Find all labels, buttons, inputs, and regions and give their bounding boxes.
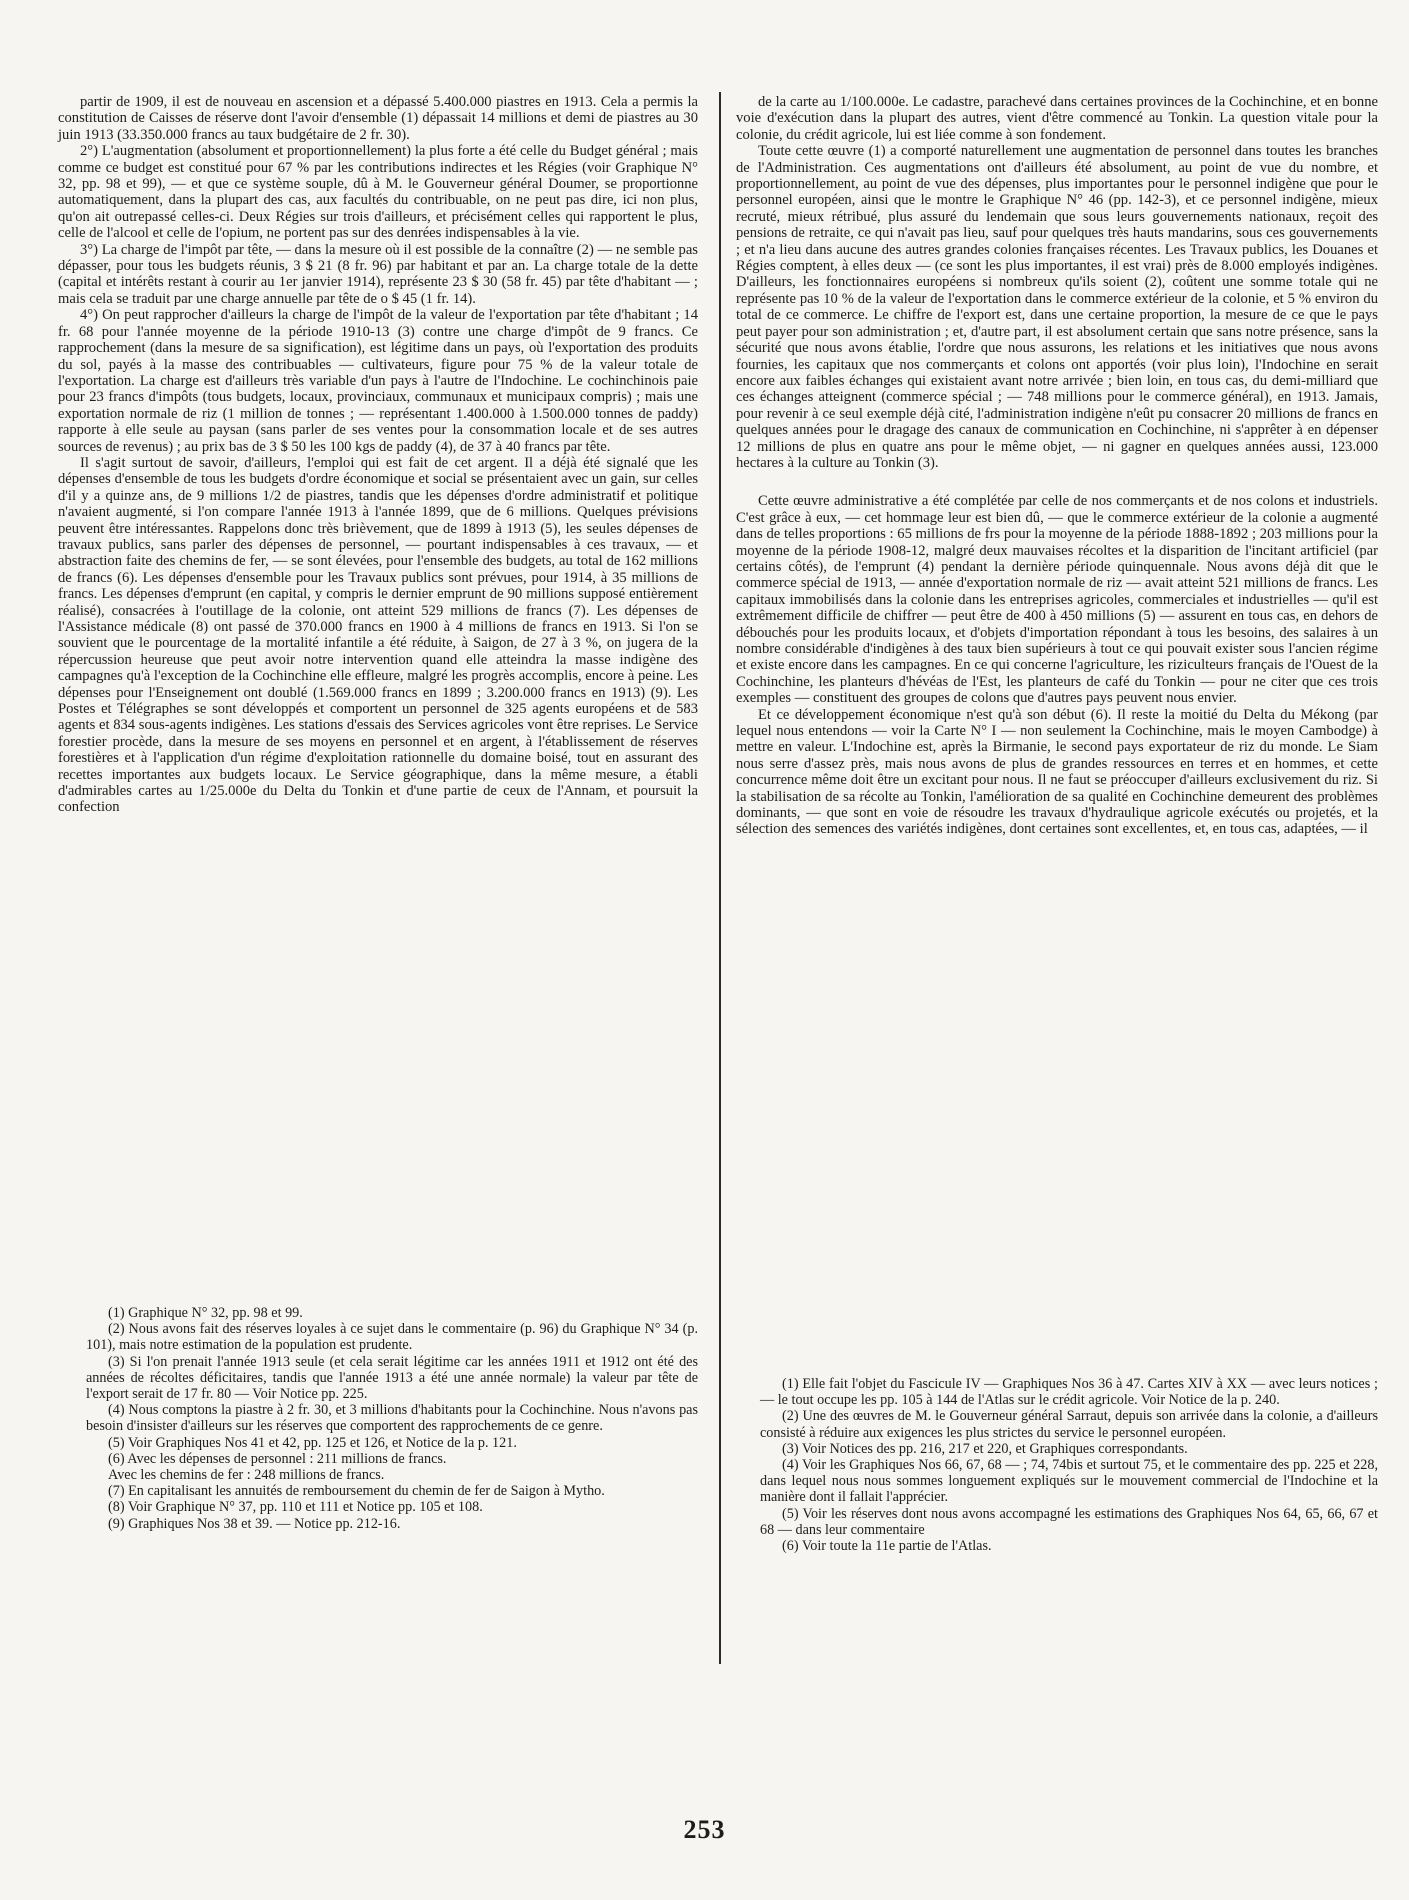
footnote: (2) Une des œuvres de M. le Gouverneur général Sarraut, depuis son arrivée dans la colonie, a d'ailleurs consisté à réduire aux exigences les plus strictes du service le personnel européen. [760, 1408, 1378, 1441]
paragraph: 2°) L'augmentation (absolument et proportionnellement) la plus forte a été celle du Budget général ; mais comme ce budget est constitué pour 67 % par les contributions indirectes et les Régies (voir Graphique N° 32, pp. 98 et 99), — et que ce système souple, dû à M. le Gouverneur général Doumer, se proportionne automatiquement, dans la plupart des cas, aux facultés du contribuable, on ne peut pas dire, ici non plus, qu'on ait outrepassé celles-ci. Deux Régies sur trois d'ailleurs, et précisément celles qui rapportent le plus, celle de l'alcool et celle de l'opium, ne portent pas sur des denrées indispensables à la vie. [58, 143, 698, 242]
footnote: (4) Nous comptons la piastre à 2 fr. 30, et 3 millions d'habitants pour la Cochinchine. Nous n'avons pas besoin d'insister d'ailleurs sur les réserves que comportent des rapprochements de ce genre. [86, 1402, 698, 1435]
column-divider [719, 92, 721, 1664]
footnote: (7) En capitalisant les annuités de remboursement du chemin de fer de Saigon à Mytho. [108, 1483, 605, 1500]
paragraph: 4°) On peut rapprocher d'ailleurs la charge de l'impôt de la valeur de l'exportation par tête d'habitant ; 14 fr. 68 pour l'année moyenne de la période 1910-13 (3) contre une charge d'impôt de 9 francs. Ce rapprochement (dans la mesure de sa signification), est légitime dans un pays, où l'exportation des produits du sol, payés à la masse des contribuables — cultivateurs, figure pour 75 % de la valeur totale de l'exportation. La charge est d'ailleurs très variable d'un pays à l'autre de l'Indochine. Le cochinchinois paie pour 23 francs d'impôts (tous budgets, locaux, provinciaux, communaux et municipaux compris) ; mais une exportation normale de riz (1 million de tonnes ; — représentant 1.400.000 à 1.500.000 tonnes de paddy) rapporte à elle seule au paysan (sans parler de ses ventes pour la consommation locale et de ses autres sources de revenus) ; au prix bas de 3 $ 50 les 100 kgs de paddy (4), de 37 à 40 francs par tête. [58, 307, 698, 455]
footnote: (3) Voir Notices des pp. 216, 217 et 220, et Graphiques correspondants. [782, 1440, 1188, 1457]
paragraph: 3°) La charge de l'impôt par tête, — dans la mesure où il est possible de la connaître (2) — ne semble pas dépasser, pour tous les budgets réunis, 3 $ 21 (8 fr. 96) par habitant et par an. La charge totale de la dette (capital et intérêts restant à courir au 1er janvier 1914), représente 23 $ 30 (58 fr. 45) par tête d'habitant — ; mais cela se traduit par une charge annuelle par tête de o $ 45 (1 fr. 14). [58, 241, 698, 307]
footnote: (1) Elle fait l'objet du Fascicule IV — Graphiques Nos 36 à 47. Cartes XIV à XX — avec leurs notices ; — le tout occupe les pp. 105 à 144 de l'Atlas sur le crédit agricole. Voir Notice de la p. 240. [760, 1376, 1378, 1409]
page-number: 253 [683, 1815, 726, 1844]
footnote: (3) Si l'on prenait l'année 1913 seule (et cela serait légitime car les années 1911 et 1912 ont été des années de récoltes déficitaires, tandis que l'année 1913 a été une année normale) la valeur par tête de l'export serait de 17 fr. 80 — Voir Notice pp. 225. [86, 1353, 698, 1403]
footnote: (9) Graphiques Nos 38 et 39. — Notice pp. 212-16. [108, 1515, 401, 1532]
paragraph: Toute cette œuvre (1) a comporté naturellement une augmentation de personnel dans toutes les branches de l'Administration. Ces augmentations ont d'ailleurs été absolument, au point de vue du nombre, et proportionnellement, au point de vue des dépenses, plus importantes pour le personnel indigène que pour le personnel européen, ainsi que le montre le Graphique N° 46 (pp. 142-3), et ce personnel indigène, mieux recruté, mieux rétribué, plus assuré du lendemain que sous leurs gouvernements nationaux, reçoit des pensions de retraite, ce qui n'avait pas lieu, sauf pour quelques très hauts mandarins, sous ces gouvernements ; et n'a lieu dans aucune des autres grandes colonies françaises récentes. Les Travaux publics, les Douanes et Régies comptent, à elles deux — (ce sont les plus importantes, il est vrai) près de 8.000 employés indigènes. D'ailleurs, les fonctionnaires européens si nombreux qu'ils soient (2), coûtent une somme totale qui ne représente pas 10 % de la valeur de l'exportation dans le commerce extérieur de la colonie, et 5 % environ du total de ce commerce. Le chiffre de l'export est, dans une certaine proportion, la mesure de ce que le pays peut payer pour son administration ; et, d'autre part, il est absolument certain que sans notre présence, sans la sécurité que nous avons établie, l'ordre que nous assurons, les relations et les initiatives que nous avons fournies, les capitaux que nos commerçants et colons ont apportés (voir plus loin), l'Indochine en serait encore aux faibles échanges qui existaient avant notre arrivée ; bien loin, en tous cas, du demi-milliard que ces échanges atteignent (commerce spécial ; — 748 millions pour le commerce général), en 1913. Jamais, pour revenir à ce seul exemple déjà cité, l'administration indigène n'eût pu consacrer 20 millions de francs en quelques années pour le dragage des canaux de communication en Cochinchine, ni s'apprêter à en dépenser 12 millions de plus en quatre ans pour le même objet, — ni gagner en quelques années aussi, 123.000 hectares à la culture au Tonkin (3). [736, 143, 1378, 471]
paragraph: partir de 1909, il est de nouveau en ascension et a dépassé 5.400.000 piastres en 1913. Cela a permis la constitution de Caisses de réserve dont l'avoir d'ensemble (1) dépassait 14 millions et demi de piastres au 30 juin 1913 (33.350.000 francs au taux budgétaire de 2 fr. 30). [58, 94, 698, 143]
footnote: (1) Graphique N° 32, pp. 98 et 99. [108, 1305, 303, 1321]
left-footnotes [86, 1305, 698, 1532]
footnote: (6) Avec les dépenses de personnel : 211 millions de francs. [108, 1450, 447, 1467]
footnote: Avec les chemins de fer : 248 millions de francs. [108, 1467, 385, 1484]
right-footnotes [760, 1376, 1378, 1554]
left-column-body [58, 94, 698, 816]
paragraph: Cette œuvre administrative a été complétée par celle de nos commerçants et de nos colons et industriels. C'est grâce à eux, — cet hommage leur est bien dû, — que le commerce extérieur de la colonie a augmenté dans de telles proportions : 65 millions de frs pour la moyenne de la période 1888-1892 ; 203 millions pour la moyenne de la période 1908-12, malgré deux mauvaises récoltes et la disparition de l'incitant artificiel (par certains côtés), de l'emprunt (4) pendant la dernière période quinquennale. Nous avons déjà dit que le commerce spécial de 1913, — année d'exportation normale de riz — avait atteint 521 millions de francs. Les capitaux immobilisés dans la colonie dans les entreprises agricoles, commerciales et industrielles — qu'il est extrêmement difficile de chiffrer — peut être de 400 à 450 millions (5) — assurent en tous cas, en dehors de débouchés pour les produits locaux, et d'objets d'importation répondant à tous les besoins, des salaires à un nombre considérable d'indigènes à des taux bien supérieurs à tout ce qui pouvait exister sous l'ancien régime et existe encore dans les campagnes. En ce qui concerne l'agriculture, les riziculteurs français de l'Ouest de la Cochinchine, les planteurs d'hévéas de l'Est, les planteurs de café du Tonkin — pour ne citer que ces trois exemples — constituent des groupes de colons que d'autres pays peuvent nous envier. [736, 493, 1378, 707]
footnote: (5) Voir les réserves dont nous avons accompagné les estimations des Graphiques Nos 64, 65, 66, 67 et 68 — dans leur commentaire [760, 1505, 1378, 1538]
footnote: (6) Voir toute la 11e partie de l'Atlas. [782, 1538, 992, 1555]
footnote: (5) Voir Graphiques Nos 41 et 42, pp. 125 et 126, et Notice de la p. 121. [108, 1434, 517, 1451]
paragraph: de la carte au 1/100.000e. Le cadastre, parachevé dans certaines provinces de la Cochinchine, et en bonne voie d'exécution dans la plupart des autres, vient d'être commencé au Tonkin. La question vitale pour la colonie, du crédit agricole, lui est liée comme à son fondement. [736, 94, 1378, 143]
paragraph: Il s'agit surtout de savoir, d'ailleurs, l'emploi qui est fait de cet argent. Il a déjà été signalé que les dépenses d'ensemble de tous les budgets d'ordre économique et social se présentaient avec un gain, sur celles d'il y a quinze ans, de 9 millions 1/2 de piastres, tandis que les dépenses d'ordre administratif et politique n'avaient augmenté, si l'on compare l'année 1913 à l'année 1899, que de 6 millions. Quelques prévisions peuvent être intéressantes. Rappelons donc très brièvement, que de 1899 à 1913 (5), les seules dépenses de travaux publics, sans parler des dépenses de personnel, — pourtant indispensables à ces travaux, — et abstraction faite des chemins de fer, — se sont élevées, pour l'ensemble des budgets, au total de 162 millions de francs (6). Les dépenses d'ensemble pour les Travaux publics sont prévues, pour 1914, à 35 millions de francs. Les dépenses d'emprunt (en capital, y compris le dernier emprunt de 90 millions supposé entièrement réalisé), consacrées à l'outillage de la colonie, ont atteint 529 millions de francs (7). Les dépenses de l'Assistance médicale (8) ont passé de 370.000 francs en 1900 à 4 millions de francs en 1913. Si l'on se souvient que le pourcentage de la mortalité infantile a été réduite, à Saigon, de 27 à 3 %, on jugera de la répercussion heureuse que peut avoir notre intervention quand elle atteindra la masse indigène des campagnes qu'à l'exception de la Cochinchine elle effleure, malgré les progrès accomplis, encore à peine. Les dépenses pour l'Enseignement ont doublé (1.569.000 francs en 1899 ; 3.200.000 francs en 1913) (9). Les Postes et Télégraphes se sont développés et comportent un personnel de 325 agents européens et de 583 agents et 834 sous-agents indigènes. Les stations d'essais des Services agricoles vont être reprises. Le Service forestier procède, dans la mesure de ses moyens en personnel et en argent, à l'établissement de réserves forestières et à l'application d'un régime d'exploitation rationnelle du domaine boisé, tout en assurant des recettes importantes aux budgets locaux. Le Service géographique, dans la même mesure, a établi d'admirables cartes au 1/25.000e du Delta du Tonkin et d'une partie de ceux de l'Annam, et poursuit la confection [58, 454, 698, 816]
footnote: (2) Nous avons fait des réserves loyales à ce sujet dans le commentaire (p. 96) du Graphique N° 34 (p. 101), mais notre estimation de la population est prudente. [86, 1321, 698, 1354]
right-column-body [736, 94, 1378, 838]
footnote: (4) Voir les Graphiques Nos 66, 67, 68 — ; 74, 74bis et surtout 75, et le commentaire des pp. 225 et 228, dans lequel nous nous sommes longuement expliqués sur le mouvement commercial de l'Indochine et la manière dont il fallait l'apprécier. [760, 1457, 1378, 1506]
footnote: (8) Voir Graphique N° 37, pp. 110 et 111 et Notice pp. 105 et 108. [108, 1499, 483, 1516]
paragraph: Et ce développement économique n'est qu'à son début (6). Il reste la moitié du Delta du Mékong (par lequel nous entendons — voir la Carte N° I — non seulement la Cochinchine, mais le moyen Cambodge) à mettre en valeur. L'Indochine est, après la Birmanie, le second pays exportateur de riz du monde. Le Siam nous serre d'assez près, mais nous avons de plus de grandes ressources en terres et en hommes, et cette concurrence même doit être un excitant pour nous. Il ne faut se préoccuper d'ailleurs exclusivement du riz. Si la stabilisation de sa récolte au Tonkin, l'amélioration de sa qualité en Cochinchine demeurent des problèmes dominants, — que sont en voie de résoudre les travaux d'hydraulique agricole exécutés ou projetés, et la sélection des semences des variétés indigènes, dont certaines sont excellentes, et, en tous cas, adaptées, — il [736, 706, 1378, 838]
